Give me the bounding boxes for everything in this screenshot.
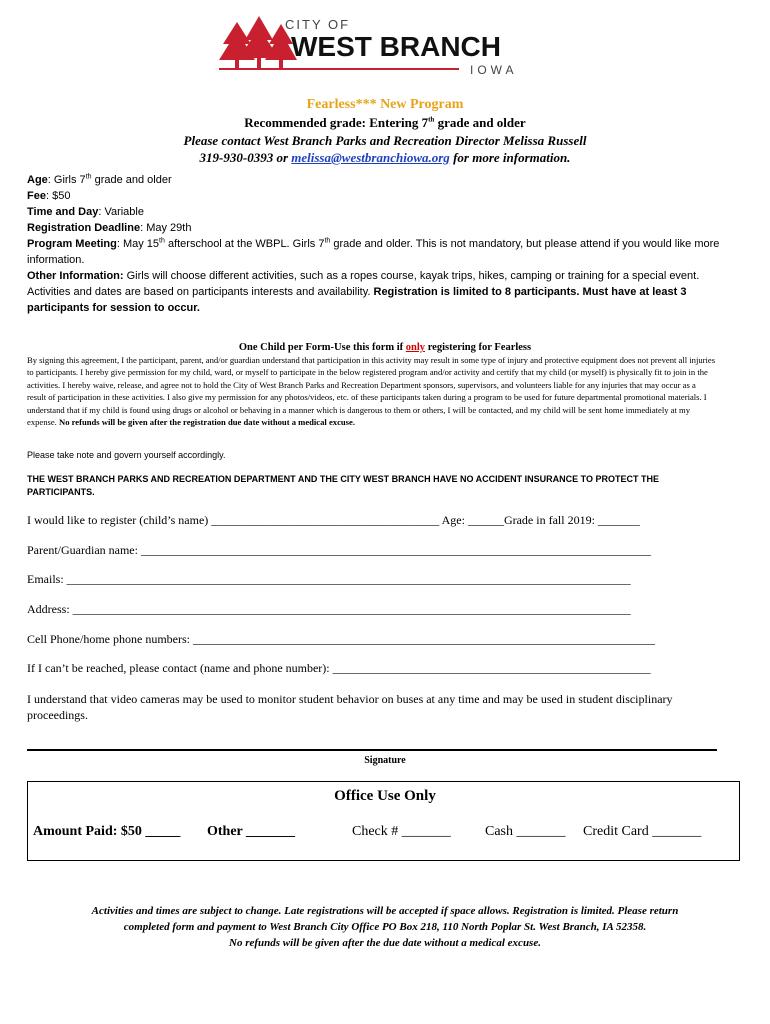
credit-card-field[interactable]: Credit Card _______ (583, 824, 702, 839)
signature-line[interactable] (27, 749, 717, 751)
info-other: Other Information: Girls will choose different activities, such as a ropes course, kayak trips, hikes, camping or training for a special event. Activities and dates are based on participants interests and availability. Registration is limited to 8 participants. Must have at least 3 participants for session to occur. (27, 270, 700, 314)
info-meeting: Program Meeting: May 15th afterschool at the WBPL. Girls 7th grade and older. This is not mandatory, but please attend if you would like more information. (27, 237, 720, 266)
agreement-text: By signing this agreement, I the participant, parent, and/or guardian understand that participation in this activity may result in some type of injury and protective equipment does not prevent all injuries to participants. I hereby give permission for my child, ward, or myself to participate in the below registered program and/or activity and certify that my child (or myself) is physically fit to join in the activities. I hereby waive, release, and agree not to hold the City of West Branch Parks and Recreation Department sponsors, supervisors, and volunteers liable for any injuries that may occur as a result of participation in these activities. I also give my permission for any photos/videos, etc. of these participants taken during a program to be used for future departmental promotional materials. I understand that if my child is found using drugs or alcohol or behaving in a manner which is dangerous to them or others, I will be contacted, and my child will be sent home immediately at my expense. No refunds will be given after the registration due date without a medical excuse. (27, 355, 716, 428)
footer-line-2: completed form and payment to West Branch City Office PO Box 218, 110 North Poplar St. West Branch, IA 52358. (123, 921, 647, 933)
phone-field[interactable]: Cell Phone/home phone numbers: _____________________________________________________________________________ (27, 632, 655, 646)
guardian-field[interactable]: Parent/Guardian name: _____________________________________________________________________________________ (27, 543, 651, 557)
register-field[interactable]: I would like to register (child’s name) ______________________________________ Age: ______Grade in fall 2019: _______ (27, 513, 640, 527)
program-title: Fearless*** New Program (306, 97, 464, 112)
logo-iowa: IOWA (470, 63, 518, 76)
address-field[interactable]: Address: _____________________________________________________________________________________________ (27, 602, 631, 616)
info-deadline: Registration Deadline: May 29th (27, 222, 192, 234)
contact-phone-email: 319-930-0393 or melissa@westbranchiowa.org for more information. (199, 150, 571, 165)
recommended-grade: Recommended grade: Entering 7th grade and older (244, 115, 526, 130)
video-consent: I understand that video cameras may be used to monitor student behavior on buses at any time and may be used in student disciplinary proceedings. (27, 692, 673, 722)
logo-west-branch: WEST BRANCH (291, 31, 501, 62)
west-branch-logo (215, 14, 535, 76)
info-time: Time and Day: Variable (27, 206, 144, 218)
logo-city-of: CITY OF (285, 17, 351, 32)
emails-field[interactable]: Emails: ______________________________________________________________________________________________ (27, 572, 631, 586)
office-use-title: Office Use Only (334, 788, 436, 804)
no-insurance-notice: THE WEST BRANCH PARKS AND RECREATION DEPARTMENT AND THE CITY WEST BRANCH HAVE NO ACCIDENT INSURANCE TO PROTECT THE PARTICIPANTS. (27, 474, 660, 497)
contact-unreached-field[interactable]: If I can’t be reached, please contact (name and phone number): _____________________________________________________ (27, 661, 651, 675)
agreement-heading: One Child per Form-Use this form if only registering for Fearless (238, 342, 532, 353)
footer-line-1: Activities and times are subject to change. Late registrations will be accepted if space allows. Registration is limited. Please return (91, 905, 679, 917)
check-field[interactable]: Check # _______ (352, 824, 451, 839)
footer-note (0, 903, 770, 951)
signature-label: Signature (364, 755, 406, 766)
email-link[interactable]: melissa@westbranchiowa.org (291, 150, 450, 165)
info-age: Age: Girls 7th grade and older (27, 173, 172, 186)
other-field[interactable]: Other _______ (207, 824, 296, 839)
cash-field[interactable]: Cash _______ (485, 824, 566, 839)
contact-line: Please contact West Branch Parks and Recreation Director Melissa Russell (183, 133, 587, 148)
footer-line-3: No refunds will be given after the due date without a medical excuse. (229, 937, 541, 949)
info-fee: Fee: $50 (27, 190, 71, 202)
amount-paid-field[interactable]: Amount Paid: $50 _____ (33, 824, 181, 839)
govern-note: Please take note and govern yourself accordingly. (27, 450, 226, 460)
